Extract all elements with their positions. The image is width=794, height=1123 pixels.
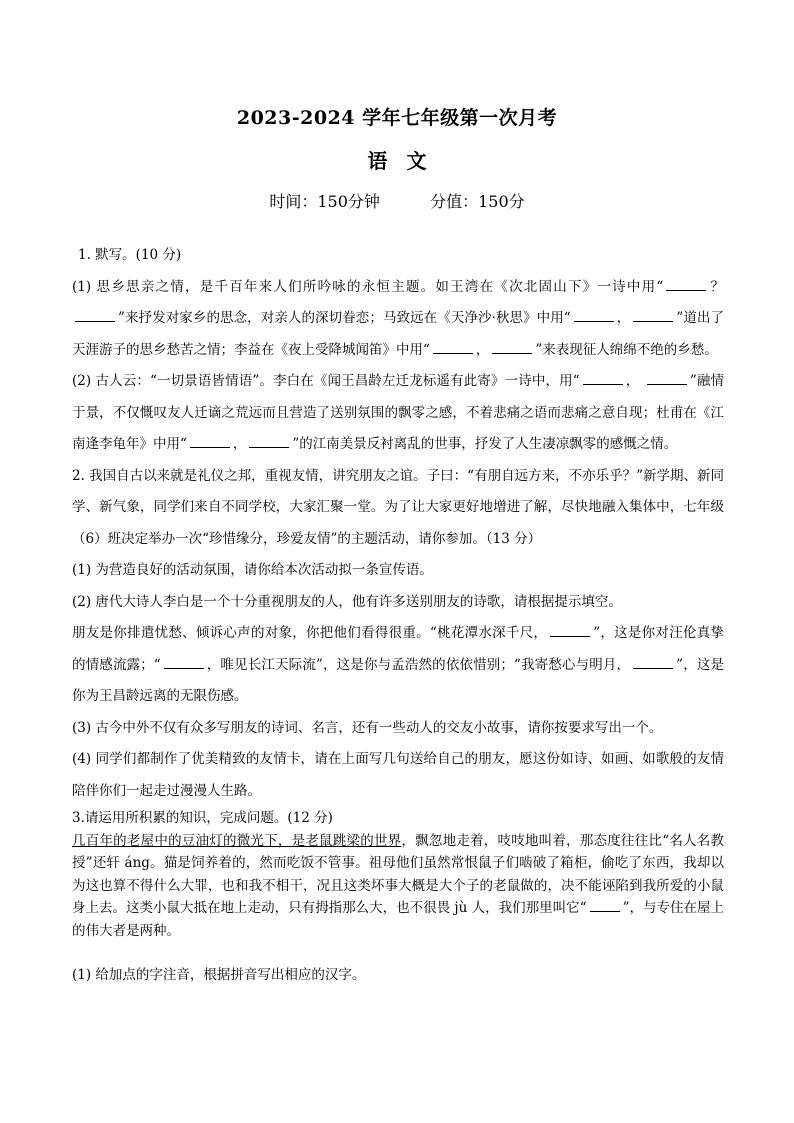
subject-char-2: 文 [406, 149, 427, 173]
q2-s2-text-c: ，唯见长江天际流”，这是你与孟浩然的依依惜别；“我寄愁心与明月， [206, 656, 631, 673]
q2-sub2-fill [72, 618, 724, 713]
q1-p1-text-d: ， [616, 310, 631, 326]
q1-p1-text-f: ， [475, 341, 490, 358]
q3-passage [72, 830, 724, 943]
exam-time: 时间：150分钟 [269, 192, 380, 211]
q1-p1-text-c: ”来抒发对家乡的思念，对亲人的深切眷恋；马致远在《天净沙·秋思》中用“ [118, 310, 571, 326]
answer-blank[interactable] [190, 435, 230, 448]
q3-sub1: (1) 给加点的字注音，根据拼音写出相应的汉字。 [72, 967, 366, 983]
q1-part2 [72, 366, 724, 461]
exam-meta [0, 189, 794, 212]
q2-intro: 2. 我国自古以来就是礼仪之邦，重视友情，讲究朋友之谊。子曰：“有朋自远方来，不亦乐乎？”新学期、新同学、新气象，同学们来自不同学校，大家汇聚一堂。为了让大家更好地增进了解，尽快地融入集体中，七年级（6）班决定举办一次“珍惜缘分，珍爱友情”的主题活动，请你参加。（13 分） [72, 467, 724, 547]
q1-p1-text-b: ？ [709, 278, 724, 295]
q1-part1 [72, 272, 724, 367]
answer-blank[interactable] [550, 624, 590, 637]
answer-blank[interactable] [647, 372, 687, 385]
q1-p1-text-e: ”道出了天涯游子的思乡愁苦之情；李益在《夜上受降城闻笛》中用“ [72, 310, 725, 358]
answer-blank[interactable] [590, 899, 620, 912]
q3-underlined-sentence: 几百年的老屋中的豆油灯的微光下，是老鼠跳梁的世界 [72, 832, 402, 849]
exam-score: 分值：150分 [430, 192, 525, 211]
q3-heading: 3.请运用所积累的知识，完成问题。(12 分) [72, 810, 333, 826]
exam-content [72, 240, 724, 987]
answer-blank[interactable] [633, 309, 673, 322]
q1-p2-text-e: ”的江南美景反衬离乱的世事，抒发了人生凄凉飘零的感慨之情。 [292, 436, 678, 452]
q2-s2-text-b: ”，这是你对汪伦真挚的情感流露；“ [72, 625, 724, 673]
q2-sub1: (1) 为营造良好的活动氛围，请你给本次活动拟一条宣传语。 [72, 562, 433, 578]
exam-title: 2023-2024 学年七年级第一次月考 [236, 107, 558, 129]
answer-blank[interactable] [164, 656, 204, 669]
q3-text-b: ”，与专住在屋上的伟大者是两种。 [72, 900, 724, 939]
answer-blank[interactable] [666, 278, 706, 291]
q1-p2-text-c: ”融情于景，不仅慨叹友人迁谪之荒远而且营造了送别氛围的飘零之感，不着悲痛之语而悲痛之意自现；杜甫在《江南逢李龟年》中用“ [72, 373, 725, 452]
answer-blank[interactable] [433, 341, 473, 354]
answer-blank[interactable] [249, 435, 289, 448]
answer-blank[interactable] [583, 372, 623, 385]
answer-blank[interactable] [574, 309, 614, 322]
answer-blank[interactable] [633, 656, 673, 669]
q2-sub2: (2) 唐代大诗人李白是一个十分重视朋友的人，他有许多送别朋友的诗歌，请根据提示填空。 [72, 593, 622, 610]
q1-p1-text-g: ”来表现征人绵绵不绝的乡愁。 [535, 341, 718, 358]
q2-sub4: (4) 同学们都制作了优美精致的友情卡，请在上面写几句送给自己的朋友，愿这份如诗、如画、如歌般的友情陪伴你们一起走过漫漫人生路。 [72, 751, 724, 799]
q1-heading: 1. 默写。(10 分) [78, 247, 182, 263]
q1-p2-text-b: ， [625, 373, 640, 389]
q2-s2-text-d: ”，这是你为王昌龄远离的无限伤感。 [72, 656, 724, 704]
q1-p2-text-d: ， [232, 436, 247, 452]
q1-p1-text-a: (1) 思乡思亲之情，是千百年来人们所吟咏的永恒主题。如王湾在《次北固山下》一诗中用“ [72, 278, 664, 295]
q3-text-a: ，飘忽地走着，吱吱地叫着，那态度往往比“名人名教授”还轩 áng。猫是饲养着的，然而吃饭不管事。祖母他们虽然常恨鼠子们啮破了箱柜，偷吃了东西，我却以为这也算不得什么大罪，也和我不相干，况且这类坏事大概是大个子的老鼠做的，决不能诬陷到我所爱的小鼠身上去。这类小鼠大抵在地上走动，只有拇指那么大，也不很畏 jù 人，我们那里叫它“ [72, 832, 725, 916]
q1-p2-text-a: (2) 古人云：“一切景语皆情语”。李白在《闻王昌龄左迁龙标遥有此寄》一诗中，用“ [72, 373, 580, 389]
subject-title [0, 145, 794, 174]
q2-sub3: (3) 古今中外不仅有众多写朋友的诗词、名言，还有一些动人的交友小故事，请你按要求写出一个。 [72, 719, 663, 736]
answer-blank[interactable] [75, 309, 115, 322]
answer-blank[interactable] [492, 341, 532, 354]
q2-s2-text-a: 朋友是你排遣忧愁、倾诉心声的对象，你把他们看得很重。“桃花潭水深千尺， [72, 625, 548, 641]
subject-char-1: 语 [367, 149, 388, 173]
